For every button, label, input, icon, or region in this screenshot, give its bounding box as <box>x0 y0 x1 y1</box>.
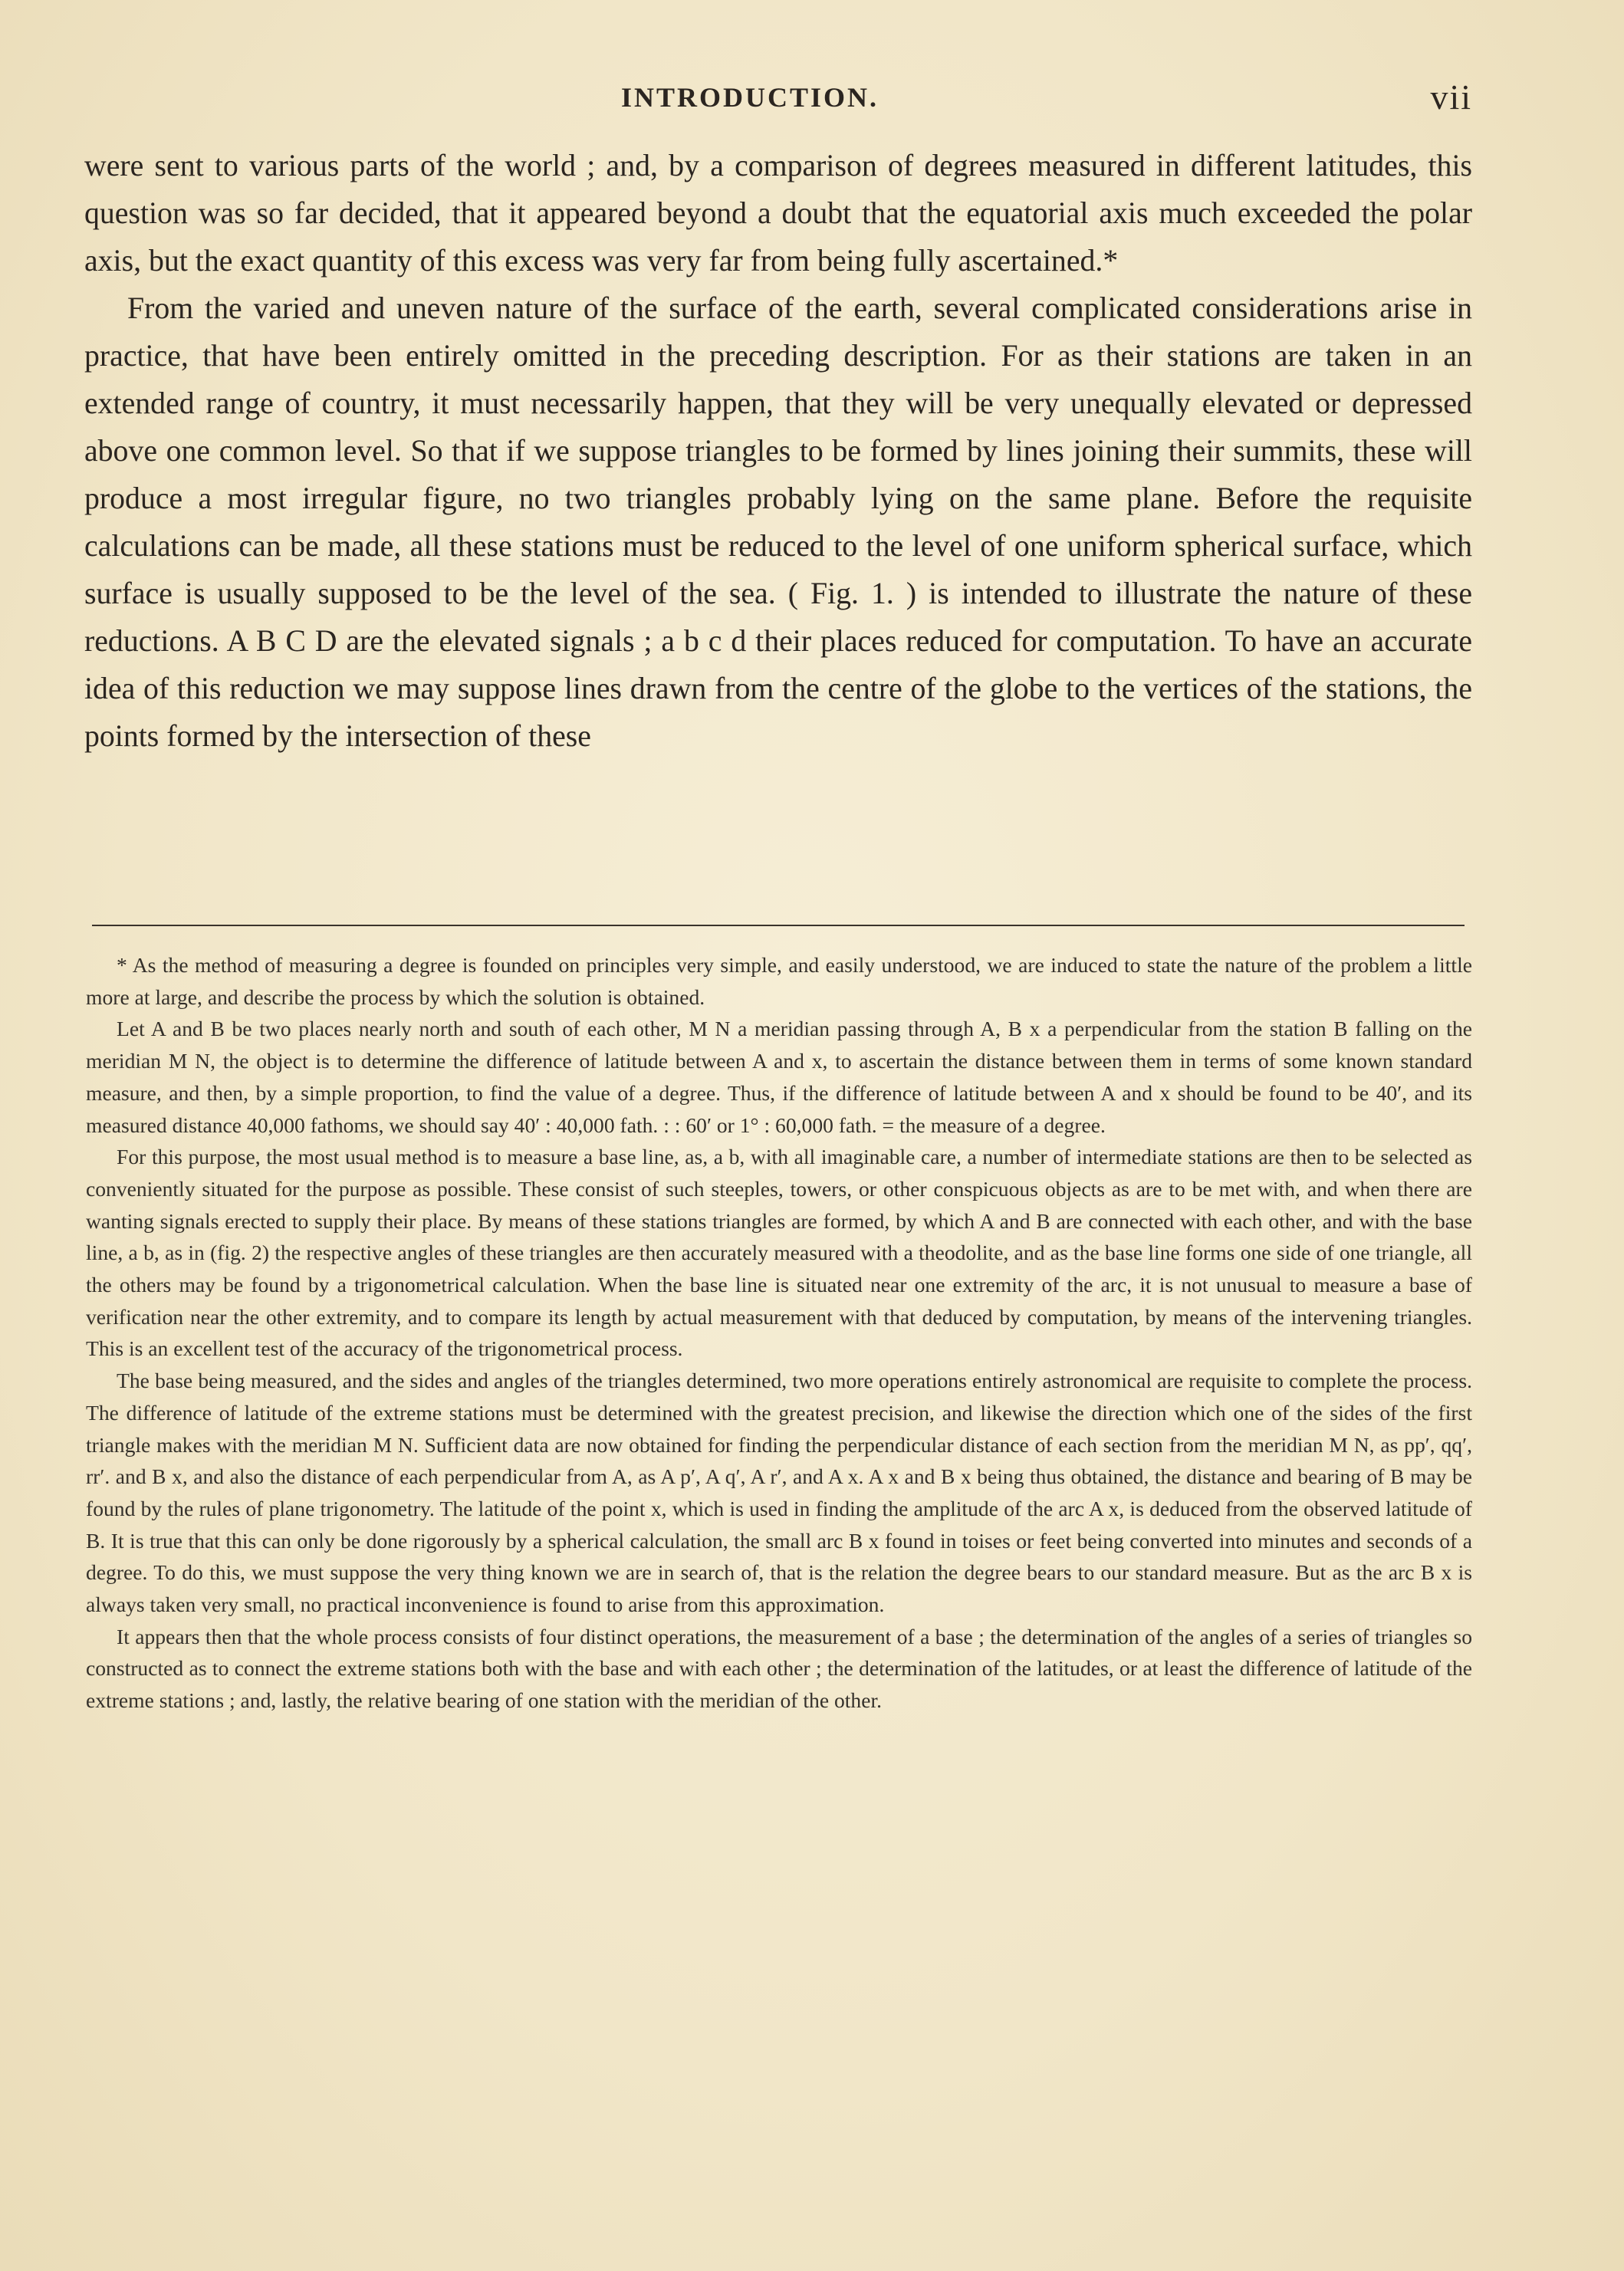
footnotes <box>86 949 1472 1717</box>
footnote-paragraph: For this purpose, the most usual method is to measure a base line, as, a b, with all imaginable care, a number of intermediate stations are then to be selected as conveniently situated for the purpose as possible. These consist of such steeples, towers, or other conspicuous objects as are to be met with, and when there are wanting signals erected to supply their place. By means of these stations triangles are formed, by which A and B are connected with each other, and with the base line, a b, as in (fig. 2) the respective angles of these triangles are then accurately measured with a theodolite, and as the base line forms one side of one triangle, all the others may be found by a trigonometrical calculation. When the base line is situated near one extremity of the arc, it is not unusual to measure a base of verification near the other extremity, and to compare its length by actual measurement with that deduced by computation, by means of the intervening triangles. This is an excellent test of the accuracy of the trigonometrical process. <box>86 1145 1472 1361</box>
body-paragraph: were sent to various parts of the world ; and, by a comparison of degrees measured in different latitudes, this question was so far decided, that it appeared beyond a doubt that the equatorial axis much exceeded the polar axis, but the exact quantity of this excess was very far from being fully ascertained.* <box>84 149 1472 278</box>
body-paragraph: From the varied and uneven nature of the surface of the earth, several complicated considerations arise in practice, that have been entirely omitted in the preceding description. For as their stations are taken in an extended range of country, it must necessarily happen, that they will be very unequally elevated or depressed above one common level. So that if we suppose triangles to be formed by lines joining their summits, these will produce a most irregular figure, no two triangles probably lying on the same plane. Before the requisite calculations can be made, all these stations must be reduced to the level of one uniform spherical surface, which surface is usually supposed to be the level of the sea. ( Fig. 1. ) is intended to illustrate the nature of these reductions. A B C D are the elevated signals ; a b c d their places reduced for computation. To have an accurate idea of this reduction we may suppose lines drawn from the centre of the globe to the vertices of the stations, the points formed by the intersection of these <box>84 291 1472 753</box>
footnote-paragraph: It appears then that the whole process consists of four distinct operations, the measurement of a base ; the determination of the angles of a series of triangles so constructed as to connect the extreme stations both with the base and with each other ; the determination of the latitudes, or at least the difference of latitude of the extreme stations ; and, lastly, the relative bearing of one station with the meridian of the other. <box>86 1624 1472 1713</box>
footnote-paragraph: The base being measured, and the sides and angles of the triangles determined, two more operations entirely astronomical are requisite to complete the process. The difference of latitude of the extreme stations must be determined with the greatest precision, and likewise the direction which one of the sides of the first triangle makes with the meridian M N. Sufficient data are now obtained for finding the perpendicular distance of each section from the meridian M N, as pp′, qq′, rr′. and B x, and also the distance of each perpendicular from A, as A p′, A q′, A r′, and A x. A x and B x being thus obtained, the distance and bearing of B may be found by the rules of plane trigonometry. The latitude of the point x, which is used in finding the amplitude of the arc A x, is deduced from the observed latitude of B. It is true that this can only be done rigorously by a spherical calculation, the small arc B x found in toises or feet being converted into minutes and seconds of a degree. To do this, we must suppose the very thing known we are in search of, that is the relation the degree bears to our standard measure. But as the arc B x is always taken very small, no practical inconvenience is found to arise from this approximation. <box>86 1369 1472 1617</box>
footnote-paragraph: Let A and B be two places nearly north and south of each other, M N a meridian passing through A, B x a perpendicular from the station B falling on the meridian M N, the object is to determine the difference of latitude between A and x, to ascertain the distance between them in terms of some known standard measure, and then, by a simple proportion, to find the value of a degree. Thus, if the difference of latitude between A and x should be found to be 40′, and its measured distance 40,000 fathoms, we should say 40′ : 40,000 fath. : : 60′ or 1° : 60,000 fath. = the measure of a degree. <box>86 1017 1472 1137</box>
page-number: vii <box>1430 77 1472 117</box>
running-title: INTRODUCTION. <box>621 82 879 113</box>
footnote-rule <box>92 925 1465 926</box>
footnote-paragraph: * As the method of measuring a degree is founded on principles very simple, and easily understood, we are induced to state the nature of the problem a little more at large, and describe the process by which the solution is obtained. <box>86 953 1472 1009</box>
running-head <box>84 77 1472 123</box>
main-text <box>84 142 1472 760</box>
